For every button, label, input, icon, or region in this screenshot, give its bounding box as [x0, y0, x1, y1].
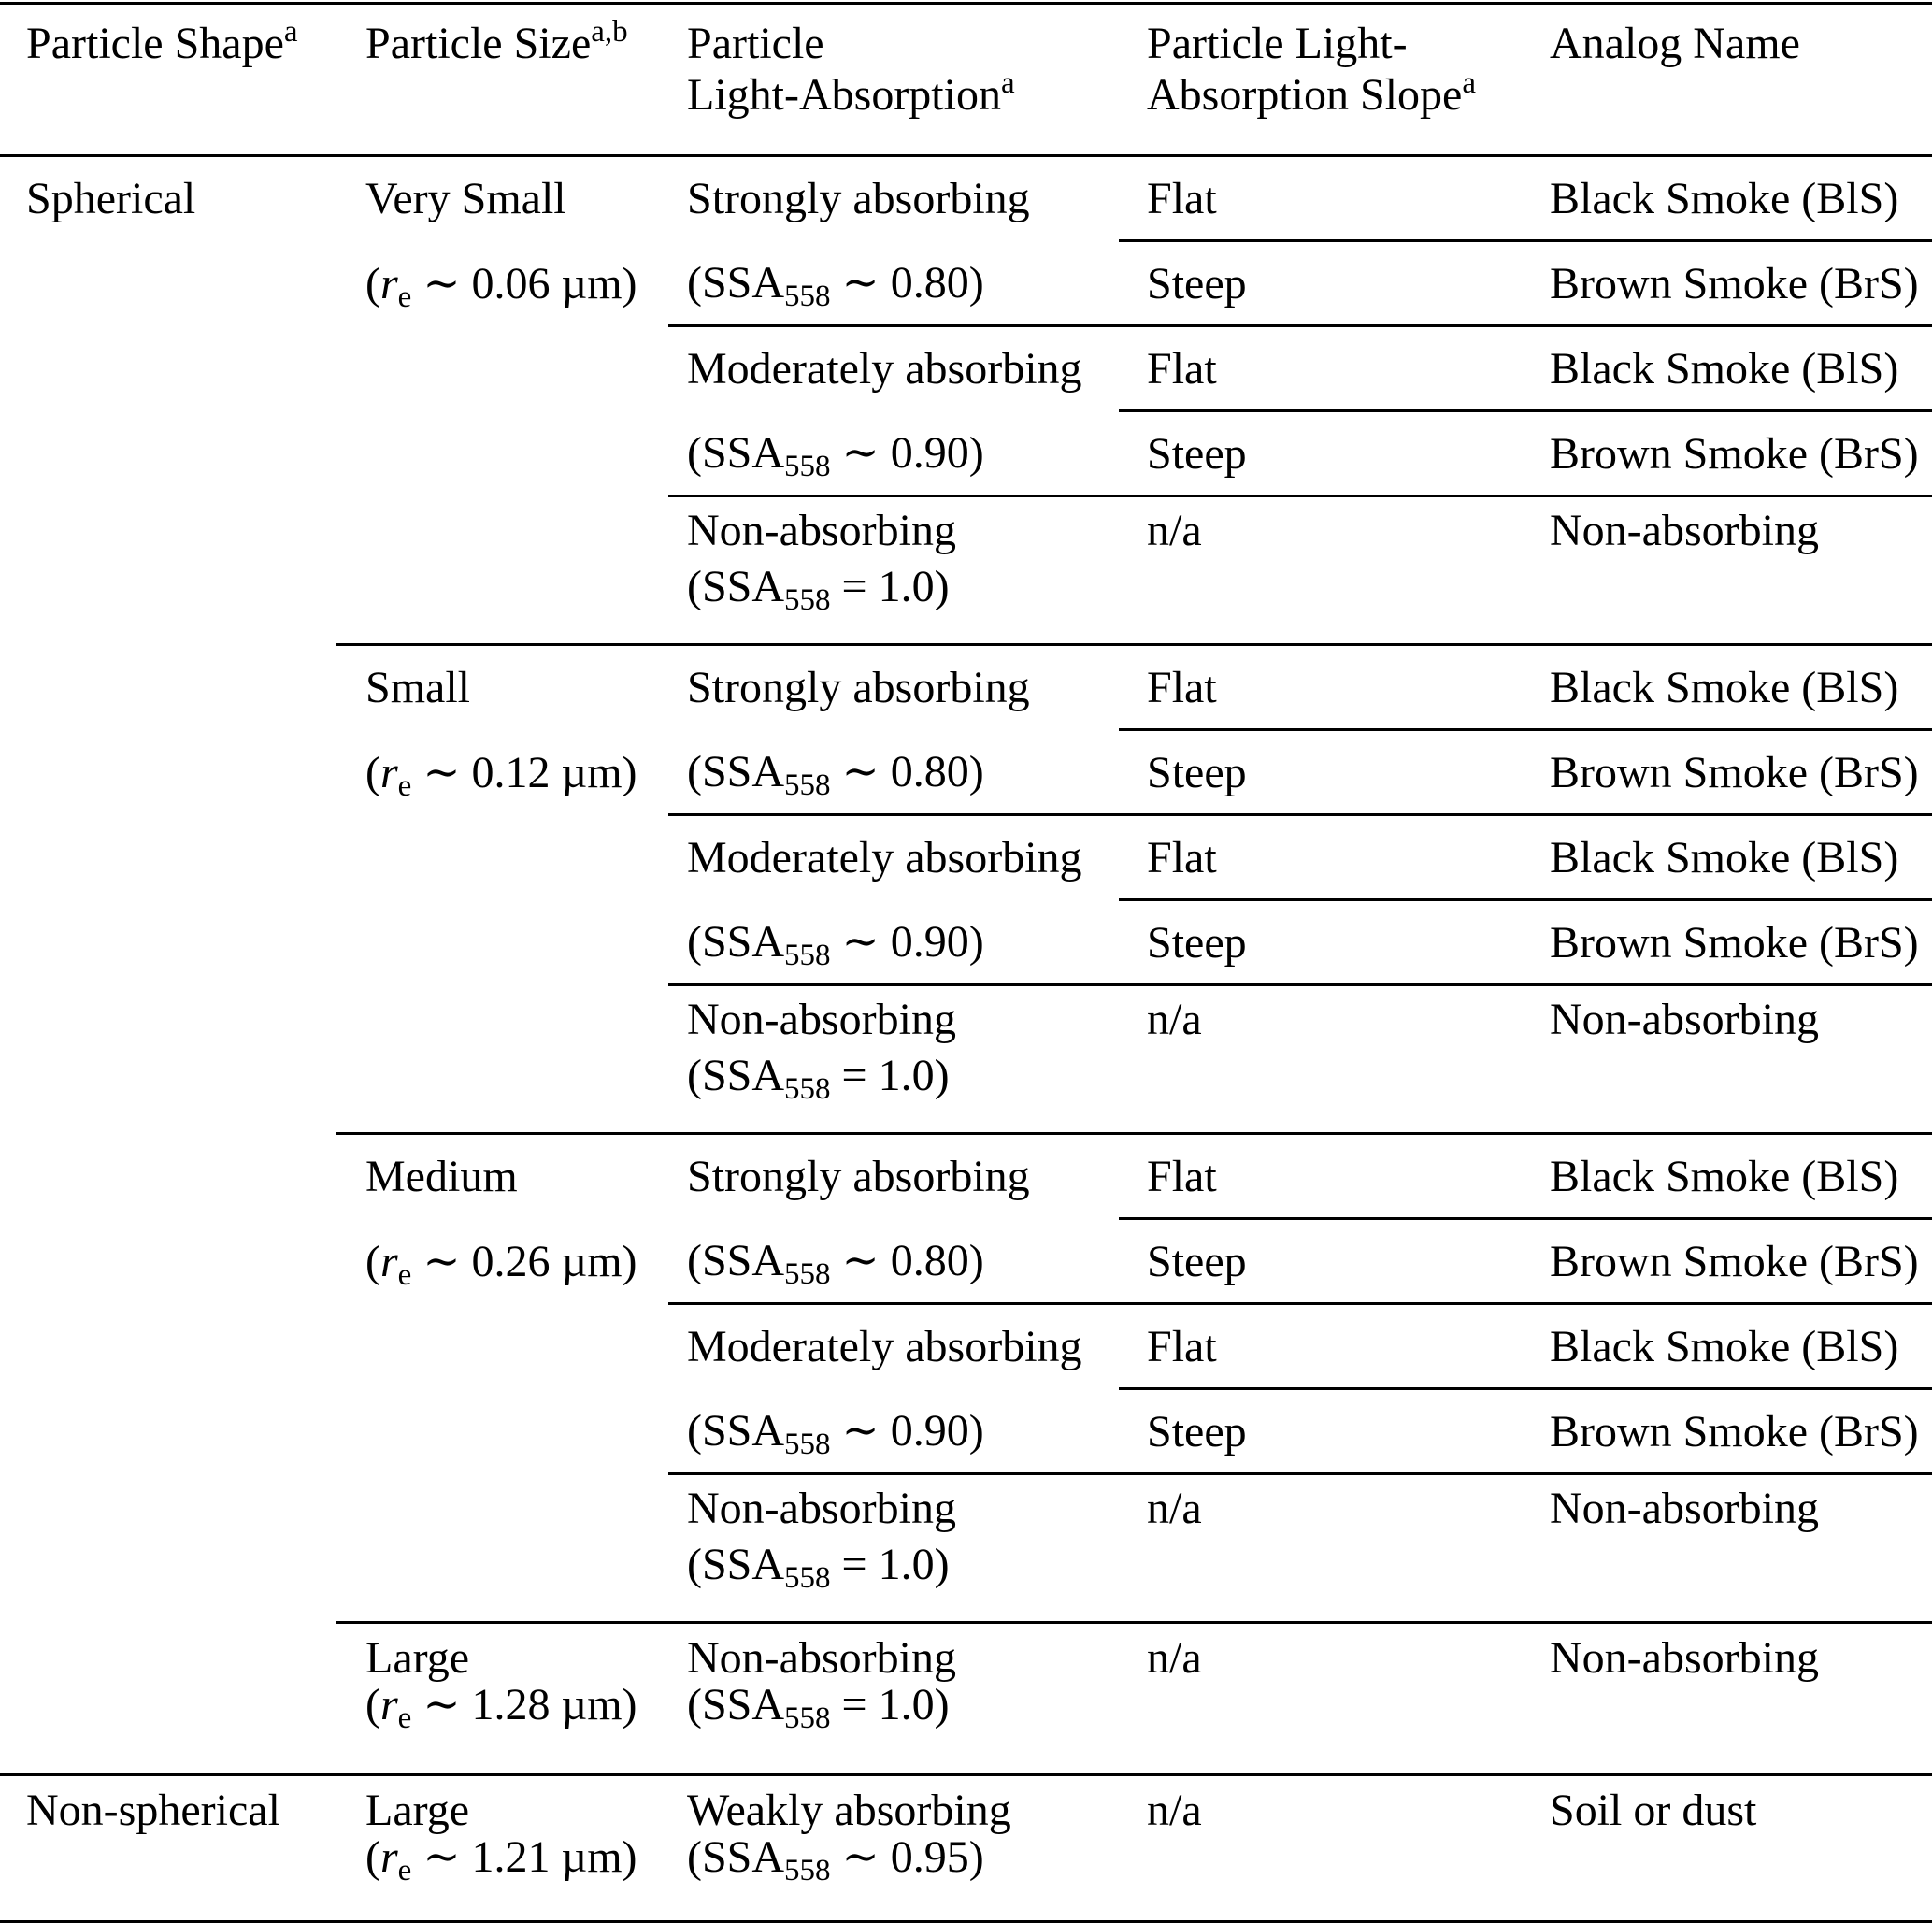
cell-shape [0, 326, 336, 411]
header-label: Absorption Slope [1147, 70, 1463, 120]
cell-shape [0, 900, 336, 985]
cell-line: Non-absorbing [687, 995, 956, 1044]
cell-slope: Steep [1119, 411, 1533, 496]
header-label: Particle Size [365, 19, 592, 68]
footnote-marker-a: a [1000, 66, 1015, 100]
cell-slope: Flat [1119, 1134, 1533, 1219]
cell-line: $(SSA_{558} = 1.0)$ [687, 1051, 950, 1106]
table-row [0, 1134, 1932, 1219]
cell-size [336, 1389, 668, 1474]
cell-slope: Flat [1119, 645, 1533, 730]
cell-slope: Flat [1119, 156, 1533, 241]
cell-analog: Non-absorbing [1533, 496, 1932, 645]
table-header-row [0, 4, 1932, 156]
particle-analog-table [0, 2, 1932, 1923]
cell-absorption: ($SSA_{558}$ ∼ 0.90) [668, 1389, 1119, 1474]
cell-slope: n/a [1119, 496, 1533, 645]
cell-size: ($r_e$ ∼ 0.12 µm) [365, 748, 637, 803]
cell-slope: Steep [1119, 900, 1533, 985]
cell-size [336, 985, 668, 1134]
cell-line: Large [365, 1786, 470, 1835]
table-row [0, 241, 1932, 326]
cell-slope: n/a [1119, 1623, 1533, 1775]
cell-analog: Soil or dust [1550, 1786, 1757, 1835]
cell-slope: Steep [1119, 1389, 1533, 1474]
cell-shape [0, 1474, 336, 1623]
table-row [0, 1623, 1932, 1775]
table-row [0, 900, 1932, 985]
cell-absorption: Strongly absorbing [687, 1152, 1030, 1202]
cell-absorption: Moderately absorbing [687, 1322, 1082, 1372]
cell-shape [0, 815, 336, 900]
cell-shape: Spherical [26, 174, 196, 224]
cell-size [336, 1775, 668, 1922]
table-row [0, 815, 1932, 900]
cell-shape [0, 1219, 336, 1304]
header-line: Particle Light- [1147, 19, 1408, 68]
cell-absorption: ($SSA_{558}$ ∼ 0.80) [668, 730, 1119, 815]
cell-size: ($r_e$ ∼ 0.06 µm) [365, 259, 637, 314]
cell-absorption: ($SSA_{558}$ ∼ 0.80) [668, 241, 1119, 326]
header-line [1147, 66, 1524, 121]
cell-size: Small [365, 663, 471, 713]
cell-line: $(SSA_{558} = 1.0)$ [687, 1680, 950, 1735]
cell-analog: Brown Smoke (BrS) [1533, 241, 1932, 326]
cell-shape [0, 645, 336, 730]
cell-analog: Black Smoke (BlS) [1533, 815, 1932, 900]
cell-analog: Brown Smoke (BrS) [1533, 1219, 1932, 1304]
cell-analog: Black Smoke (BlS) [1533, 156, 1932, 241]
cell-slope: Flat [1119, 815, 1533, 900]
cell-shape [0, 411, 336, 496]
cell-absorption [668, 1623, 1119, 1775]
cell-size [336, 496, 668, 645]
cell-size: ($r_e$ ∼ 0.26 µm) [365, 1237, 637, 1292]
cell-slope: n/a [1147, 1786, 1202, 1835]
cell-size [336, 900, 668, 985]
table-row [0, 1389, 1932, 1474]
cell-size [336, 326, 668, 411]
cell-analog: Non-absorbing [1533, 1474, 1932, 1623]
cell-slope: n/a [1119, 1474, 1533, 1623]
header-line [687, 66, 1109, 121]
cell-shape [0, 1389, 336, 1474]
cell-line: ($SSA_{558}$ ∼ 0.95) [687, 1832, 984, 1887]
table-row [0, 1775, 1932, 1922]
cell-absorption [668, 496, 1119, 645]
cell-line: Non-absorbing [687, 506, 956, 555]
cell-absorption: Strongly absorbing [687, 663, 1030, 713]
cell-absorption: Moderately absorbing [687, 833, 1082, 883]
cell-size [336, 411, 668, 496]
cell-absorption: ($SSA_{558}$ ∼ 0.90) [668, 900, 1119, 985]
header-label: Light-Absorption [687, 70, 1001, 120]
cell-line: $(SSA_{558} = 1.0)$ [687, 562, 950, 617]
table-row [0, 326, 1932, 411]
cell-slope: Flat [1119, 1304, 1533, 1389]
table-row [0, 496, 1932, 645]
cell-analog: Black Smoke (BlS) [1533, 645, 1932, 730]
cell-line: $(SSA_{558} = 1.0)$ [687, 1540, 950, 1595]
cell-shape [0, 1134, 336, 1219]
cell-line: ($r_e$ ∼ 1.21 µm) [365, 1832, 637, 1887]
cell-absorption: Strongly absorbing [687, 174, 1030, 224]
cell-line: Non-absorbing [687, 1484, 956, 1533]
header-analog-name: Analog Name [1533, 4, 1932, 156]
cell-shape [0, 241, 336, 326]
table-row [0, 730, 1932, 815]
cell-slope: n/a [1119, 985, 1533, 1134]
cell-shape [0, 730, 336, 815]
cell-size [336, 1474, 668, 1623]
cell-line: Non-absorbing [687, 1633, 956, 1683]
table-row [0, 645, 1932, 730]
table-row [0, 156, 1932, 241]
cell-size: Medium [365, 1152, 518, 1202]
cell-shape [0, 496, 336, 645]
table-row [0, 1219, 1932, 1304]
cell-absorption: Moderately absorbing [687, 344, 1082, 395]
cell-analog: Brown Smoke (BrS) [1533, 411, 1932, 496]
header-particle-shape [0, 4, 336, 156]
cell-analog: Non-absorbing [1533, 985, 1932, 1134]
cell-slope: Steep [1119, 241, 1533, 326]
cell-analog: Non-absorbing [1533, 1623, 1932, 1775]
header-particle-light-absorption [668, 4, 1119, 156]
cell-slope: Flat [1119, 326, 1533, 411]
cell-line: Weakly absorbing [687, 1786, 1011, 1835]
cell-absorption [668, 1474, 1119, 1623]
cell-analog: Black Smoke (BlS) [1533, 1134, 1932, 1219]
footnote-marker-a: a [1462, 66, 1476, 100]
cell-shape: Non-spherical [26, 1786, 280, 1835]
cell-line: ($r_e$ ∼ 1.28 µm) [365, 1680, 637, 1735]
cell-analog: Brown Smoke (BrS) [1533, 1389, 1932, 1474]
cell-shape [0, 1304, 336, 1389]
cell-analog: Brown Smoke (BrS) [1533, 900, 1932, 985]
cell-shape [0, 985, 336, 1134]
header-line: Particle [687, 19, 824, 68]
cell-size [336, 1304, 668, 1389]
header-absorption-slope [1119, 4, 1533, 156]
header-label: Particle Shape [26, 19, 284, 68]
cell-slope: Steep [1119, 730, 1533, 815]
table-row [0, 985, 1932, 1134]
table-row [0, 1474, 1932, 1623]
cell-size [336, 1623, 668, 1775]
footnote-marker-a: a [283, 15, 298, 49]
footnote-marker-ab: a,b [591, 15, 628, 49]
cell-absorption [668, 985, 1119, 1134]
cell-analog: Black Smoke (BlS) [1533, 326, 1932, 411]
cell-line: Large [365, 1633, 470, 1683]
cell-size [336, 815, 668, 900]
table-row [0, 411, 1932, 496]
header-particle-size [336, 4, 668, 156]
cell-absorption: ($SSA_{558}$ ∼ 0.90) [668, 411, 1119, 496]
cell-analog: Black Smoke (BlS) [1533, 1304, 1932, 1389]
cell-absorption [668, 1775, 1119, 1922]
cell-size: Very Small [365, 174, 566, 224]
table-row [0, 1304, 1932, 1389]
cell-analog: Brown Smoke (BrS) [1533, 730, 1932, 815]
cell-absorption: ($SSA_{558}$ ∼ 0.80) [668, 1219, 1119, 1304]
cell-slope: Steep [1119, 1219, 1533, 1304]
cell-shape [0, 1623, 336, 1775]
